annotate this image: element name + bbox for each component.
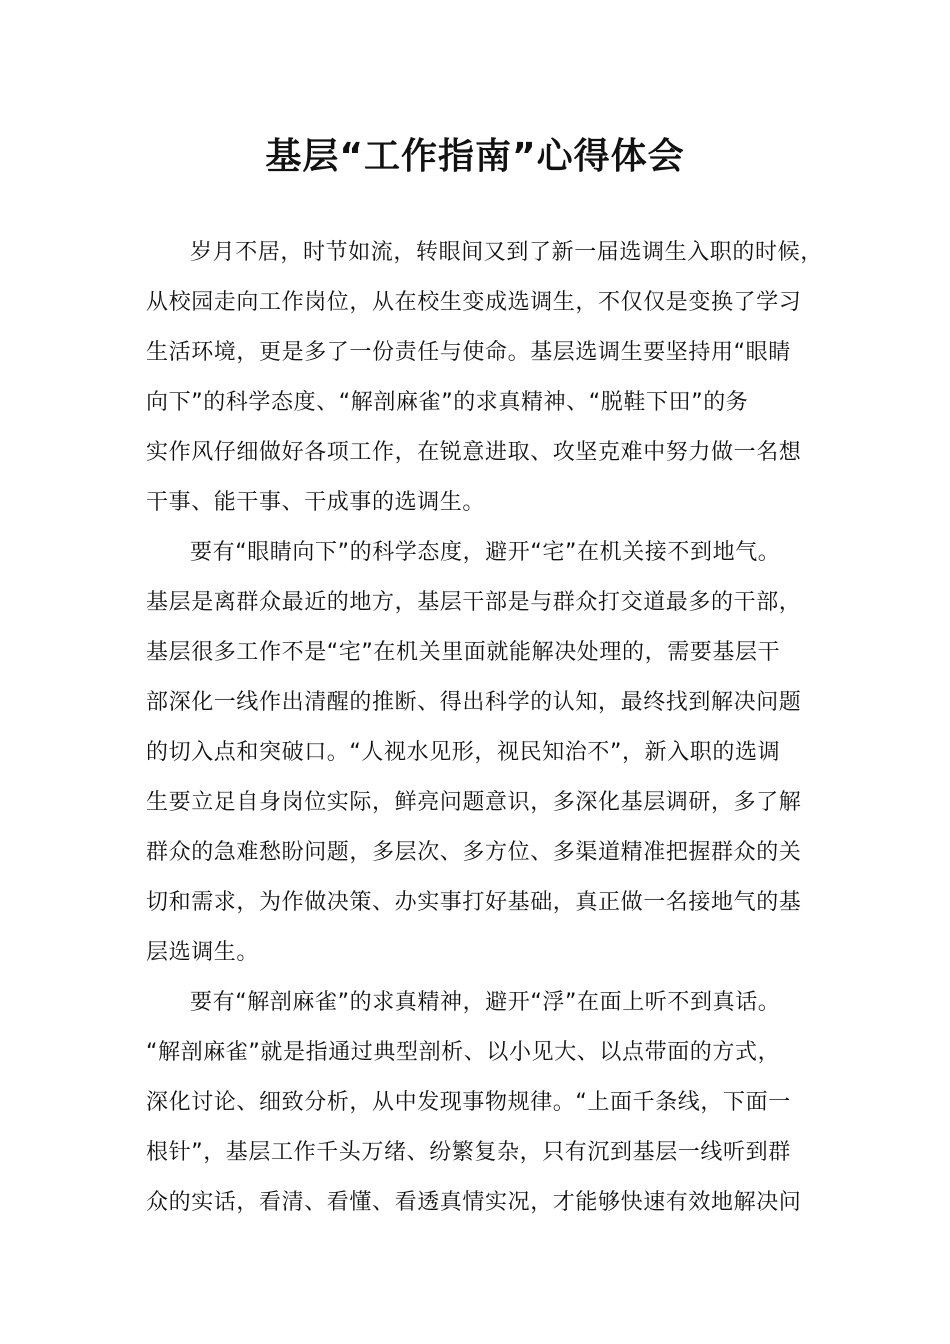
text-line: 众的实话，看清、看懂、看透真情实况，才能够快速有效地解决问 xyxy=(146,1190,802,1215)
text-line: 要有“解剖麻雀”的求真精神，避开“浮”在面上听不到真话。 xyxy=(190,990,781,1015)
text-line: 的切入点和突破口。“人视水见形，视民知治不”，新入职的选调 xyxy=(146,740,781,765)
text-line: 要有“眼睛向下”的科学态度，避开“宅”在机关接不到地气。 xyxy=(190,540,781,565)
text-line: 深化讨论、细致分析，从中发现事物规律。“上面千条线，下面一 xyxy=(146,1090,791,1115)
text-line: 生活环境，更是多了一份责任与使命。基层选调生要坚持用“眼睛 xyxy=(146,340,791,365)
text-line: 基层很多工作不是“宅”在机关里面就能解决处理的，需要基层干 xyxy=(146,640,781,665)
text-line: 实作风仔细做好各项工作，在锐意进取、攻坚克难中努力做一名想 xyxy=(146,440,802,465)
text-line: 岁月不居，时节如流，转眼间又到了新一届选调生入职的时候， xyxy=(190,240,823,265)
text-line: 从校园走向工作岗位，从在校生变成选调生，不仅仅是变换了学习 xyxy=(146,290,802,315)
text-line: 切和需求，为作做决策、办实事打好基础，真正做一名接地气的基 xyxy=(146,890,802,915)
text-line: “解剖麻雀”就是指通过典型剖析、以小见大、以点带面的方式， xyxy=(146,1040,781,1065)
text-line: 群众的急难愁盼问题，多层次、多方位、多渠道精准把握群众的关 xyxy=(146,840,802,865)
document-title: 基层“工作指南”心得体会 xyxy=(265,136,685,177)
text-line: 生要立足自身岗位实际，鲜亮问题意识，多深化基层调研，多了解 xyxy=(146,790,802,815)
text-line: 基层是离群众最近的地方，基层干部是与群众打交道最多的干部， xyxy=(146,590,802,615)
text-line: 干事、能干事、干成事的选调生。 xyxy=(146,490,486,515)
text-line: 层选调生。 xyxy=(146,940,260,965)
text-line: 部深化一线作出清醒的推断、得出科学的认知，最终找到解决问题 xyxy=(146,690,802,715)
text-line: 根针”，基层工作千头万绪、纷繁复杂，只有沉到基层一线听到群 xyxy=(146,1140,791,1165)
document-body xyxy=(146,228,823,1228)
text-line: 向下”的科学态度、“解剖麻雀”的求真精神、“脱鞋下田”的务 xyxy=(146,390,749,415)
